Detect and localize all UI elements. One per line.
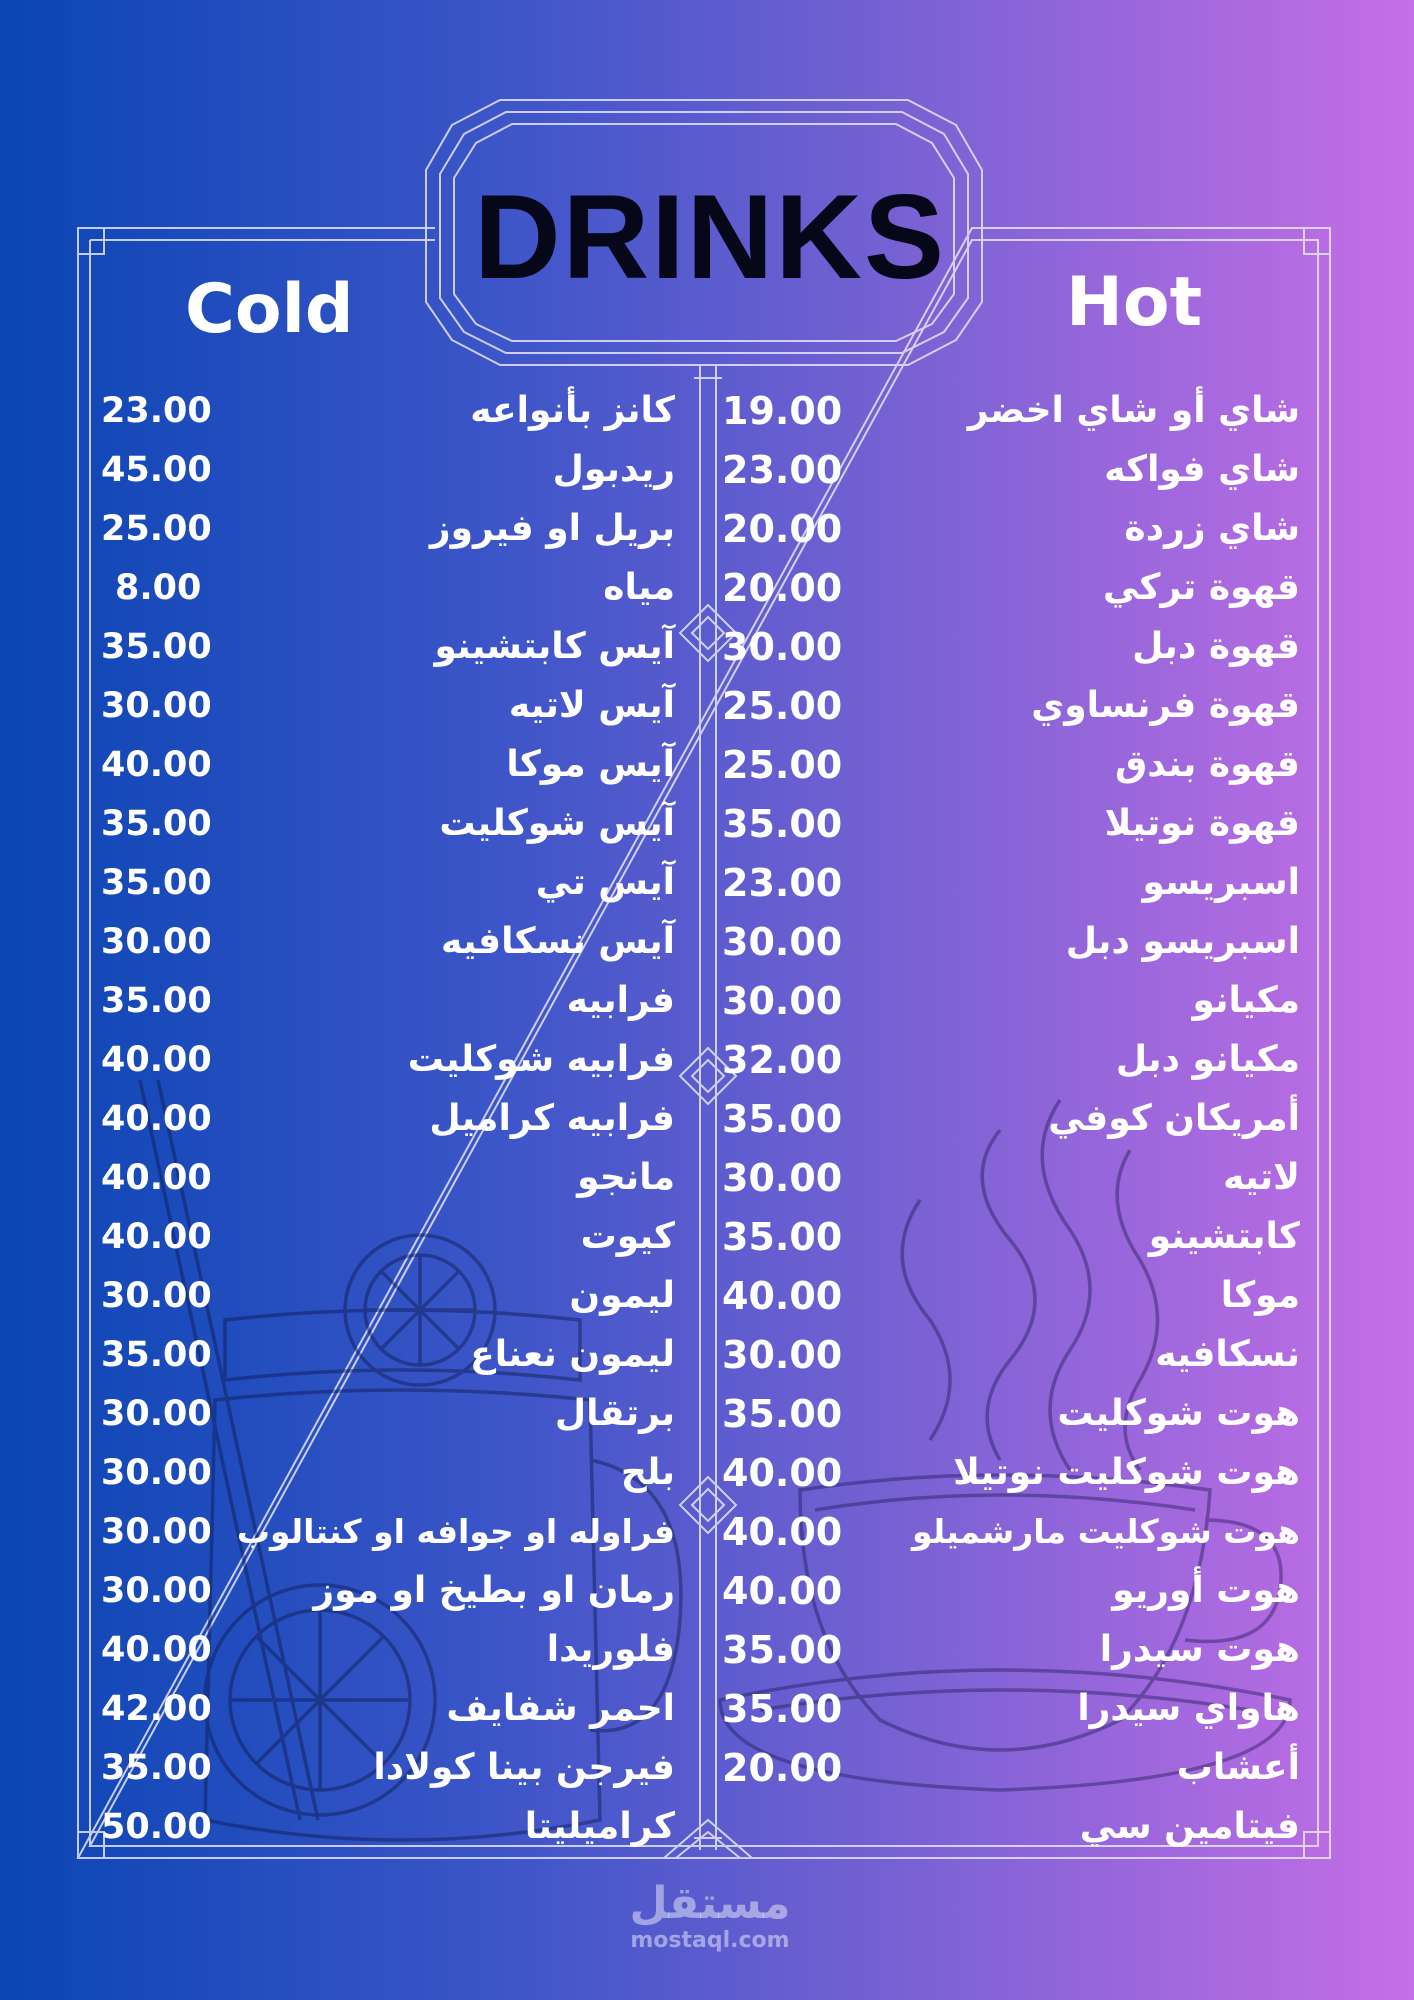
drink-price: 30.00 [722,920,843,964]
drink-name: فلوريدا [546,1629,675,1670]
list-item [720,382,1300,440]
drink-name: رمان او بطيخ او موز [313,1570,675,1611]
drink-name: مانجو [577,1157,675,1198]
list-item [95,382,695,440]
drink-price: 35.00 [101,863,212,903]
list-item [720,972,1300,1030]
drink-name: بريل او فيروز [429,508,675,549]
list-item [720,1385,1300,1443]
list-item [95,1798,695,1856]
drink-price: 40.00 [101,745,212,785]
drink-price: 40.00 [722,1569,843,1613]
drink-price: 30.00 [101,1276,212,1316]
drink-name: آيس لاتيه [508,685,675,726]
drink-name: أعشاب [1176,1747,1300,1788]
drink-name: فيتامين سي [1079,1806,1300,1847]
drink-name: آيس كابتشينو [434,626,675,667]
drink-name: هوت شوكليت نوتيلا [953,1452,1300,1493]
list-item [95,500,695,558]
drink-name: قهوة تركي [1103,567,1300,608]
list-item [95,618,695,676]
list-item [720,1267,1300,1325]
drink-price: 23.00 [101,391,212,431]
watermark-logo: مستقل [629,1878,791,1929]
list-item [720,1326,1300,1384]
drink-name: نسكافيه [1155,1334,1300,1375]
drink-price: 30.00 [101,1512,212,1552]
drink-name: اسبريسو دبل [1065,921,1300,962]
list-item [95,795,695,853]
drink-price: 35.00 [722,1392,843,1436]
cold-drinks-list [95,382,695,1862]
drink-price: 40.00 [101,1040,212,1080]
drink-price: 40.00 [101,1099,212,1139]
drink-price: 20.00 [722,507,843,551]
drink-price: 30.00 [722,1156,843,1200]
drink-price: 25.00 [722,743,843,787]
watermark [610,1880,810,1954]
drink-price: 40.00 [101,1158,212,1198]
hot-heading: Hot [1066,263,1203,342]
drink-price: 32.00 [722,1038,843,1082]
drink-name: مكيانو دبل [1115,1039,1300,1080]
list-item [95,1385,695,1443]
drink-name: فرابيه كراميل [429,1098,675,1139]
drink-name: اسبريسو [1142,862,1300,903]
list-item [95,1208,695,1266]
list-item [95,854,695,912]
menu-title: DRINKS [473,170,947,304]
list-item [95,1444,695,1502]
drink-price: 25.00 [101,509,212,549]
list-item [95,1090,695,1148]
drink-name: هوت أوريو [1112,1570,1300,1611]
drink-name: فراوله او جوافه او كنتالوب [236,1512,675,1551]
drink-name: مكيانو [1192,980,1300,1021]
list-item [720,736,1300,794]
drink-price: 30.00 [101,686,212,726]
drink-name: كانز بأنواعه [470,390,675,431]
list-item [720,1149,1300,1207]
drink-price: 40.00 [101,1217,212,1257]
list-item [720,1798,1300,1856]
list-item [95,1680,695,1738]
drink-name: قهوة نوتيلا [1104,803,1300,844]
drink-price: 35.00 [722,802,843,846]
drink-price: 40.00 [101,1630,212,1670]
drink-name: لاتيه [1223,1157,1300,1198]
list-item [720,913,1300,971]
drink-price: 40.00 [722,1451,843,1495]
drink-price: 20.00 [722,1746,843,1790]
list-item [95,1149,695,1207]
list-item [95,913,695,971]
drink-name: فرابيه شوكليت [407,1039,675,1080]
list-item [720,1739,1300,1797]
drink-price: 40.00 [722,1274,843,1318]
drink-price: 42.00 [101,1689,212,1729]
drink-name: هاواي سيدرا [1077,1688,1300,1729]
cold-heading: Cold [185,270,354,349]
drink-price: 40.00 [722,1510,843,1554]
drink-name: كيوت [580,1216,675,1257]
drink-price: 50.00 [101,1807,212,1847]
list-item [95,677,695,735]
drink-name: كراميليتا [524,1806,675,1847]
drink-name: شاي زردة [1124,508,1300,549]
drink-price: 30.00 [722,979,843,1023]
drink-price: 35.00 [722,1215,843,1259]
drink-price: 30.00 [101,1453,212,1493]
drink-name: موكا [1220,1275,1300,1316]
list-item [720,677,1300,735]
list-item [95,1267,695,1325]
drink-name: هوت سيدرا [1099,1629,1300,1670]
drink-price: 30.00 [101,1394,212,1434]
drink-name: مياه [603,567,675,608]
drink-name: كابتشينو [1148,1216,1300,1257]
list-item [95,1562,695,1620]
drink-name: شاي أو شاي اخضر [967,390,1300,431]
list-item [95,559,695,617]
drink-price: 35.00 [101,627,212,667]
drink-name: قهوة فرنساوي [1031,685,1300,726]
drink-name: ليمون [569,1275,675,1316]
list-item [95,1503,695,1561]
list-item [720,1503,1300,1561]
hot-drinks-list [720,382,1300,1862]
drink-price: 45.00 [101,450,212,490]
list-item [720,1031,1300,1089]
drink-name: فيرجن بينا كولادا [373,1747,675,1788]
list-item [95,1326,695,1384]
drink-name: احمر شفايف [446,1688,675,1729]
drink-price: 20.00 [722,566,843,610]
drink-price: 19.00 [722,389,843,433]
drink-price: 30.00 [722,1333,843,1377]
drink-price: 30.00 [722,625,843,669]
list-item [720,1680,1300,1738]
list-item [720,1090,1300,1148]
drink-price: 35.00 [722,1097,843,1141]
list-item [95,1621,695,1679]
drink-name: قهوة بندق [1115,744,1300,785]
list-item [95,1031,695,1089]
list-item [720,441,1300,499]
drink-name: آيس موكا [506,744,675,785]
drink-name: أمريكان كوفي [1048,1098,1300,1139]
drink-name: آيس شوكليت [439,803,675,844]
drink-price: 35.00 [722,1687,843,1731]
drink-name: ريدبول [552,449,675,490]
drink-name: فرابيه [566,980,675,1021]
drink-price: 25.00 [722,684,843,728]
watermark-url: mostaql.com [630,1928,790,1953]
list-item [720,854,1300,912]
list-item [95,972,695,1030]
drink-price: 35.00 [722,1628,843,1672]
drink-name: هوت شوكليت [1057,1393,1300,1434]
drink-price: 35.00 [101,804,212,844]
list-item [720,618,1300,676]
list-item [720,1208,1300,1266]
drink-name: شاي فواكه [1104,449,1300,490]
drink-name: قهوة دبل [1132,626,1300,667]
drink-name: ليمون نعناع [470,1334,675,1375]
drink-name: هوت شوكليت مارشميلو [912,1512,1300,1551]
list-item [95,736,695,794]
drink-name: بلح [620,1452,675,1493]
list-item [95,1739,695,1797]
list-item [720,795,1300,853]
drink-price: 35.00 [101,981,212,1021]
list-item [720,500,1300,558]
drink-name: آيس نسكافيه [441,921,675,962]
list-item [720,1444,1300,1502]
drink-price: 8.00 [115,568,202,608]
list-item [720,559,1300,617]
drink-price: 23.00 [722,448,843,492]
drink-name: برتقال [554,1393,675,1434]
list-item [95,441,695,499]
drink-price: 30.00 [101,922,212,962]
drink-name: آيس تي [535,862,675,903]
list-item [720,1562,1300,1620]
drink-price: 23.00 [722,861,843,905]
drink-price: 35.00 [101,1748,212,1788]
drink-price: 30.00 [101,1571,212,1611]
drink-price: 35.00 [101,1335,212,1375]
list-item [720,1621,1300,1679]
